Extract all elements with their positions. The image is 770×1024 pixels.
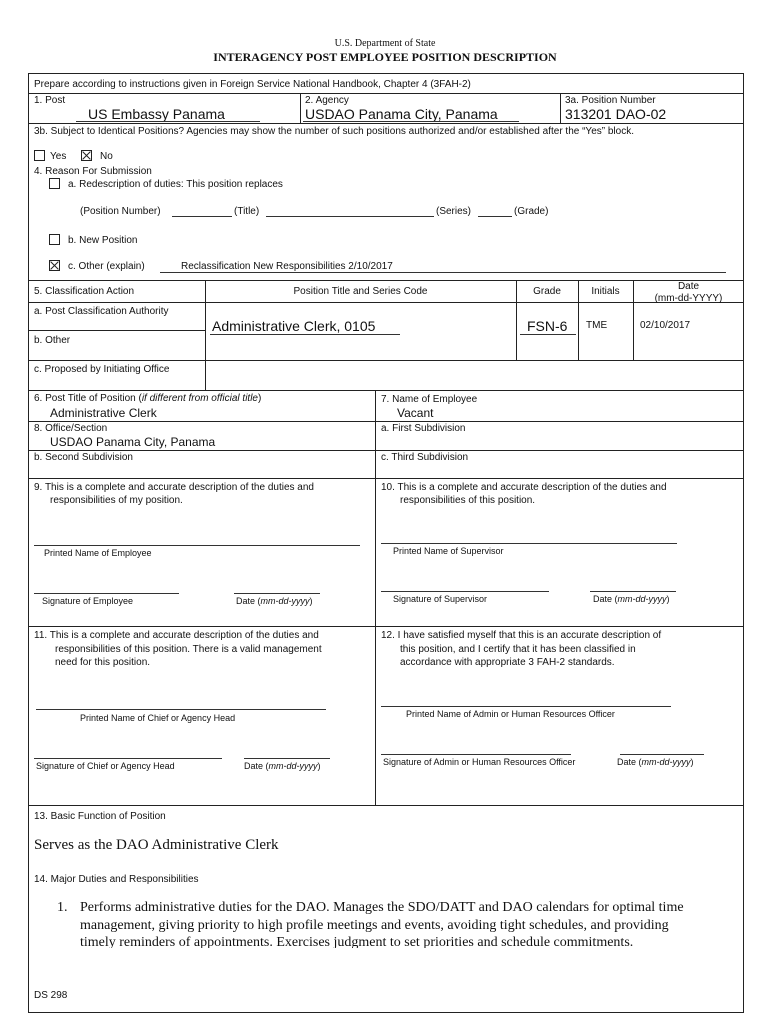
form-number: DS 298 — [34, 990, 68, 1001]
basic-function-label: 13. Basic Function of Position — [34, 811, 166, 822]
cert-chief-text-1: 11. This is a complete and accurate description of the duties and — [34, 630, 319, 641]
date-hr-caption: Date (mm-dd-yyyy) — [617, 757, 694, 767]
cert-hr-text-1: 12. I have satisfied myself that this is an accurate description of — [381, 630, 662, 641]
cert-hr-text-2: this position, and I certify that it has been classified in — [400, 644, 636, 655]
post-title-label: 6. Post Title of Position (if different from official title) — [34, 393, 262, 404]
signature-employee-caption: Signature of Employee — [42, 596, 134, 606]
col-grade-header: Grade — [533, 286, 561, 297]
office-label: 8. Office/Section — [34, 423, 108, 434]
col-date-header: Date — [677, 281, 700, 292]
date-value[interactable]: 02/10/2017 — [640, 320, 691, 331]
identical-positions-label: 3b. Subject to Identical Positions? Agencies may show the number of such positions authorized and/or established after the “Yes” block. — [34, 126, 634, 137]
printed-name-chief-caption: Printed Name of Chief or Agency Head — [80, 713, 236, 723]
position-number-caption: (Position Number) — [80, 206, 161, 217]
new-position-checkbox[interactable] — [49, 234, 60, 245]
cert-hr-text-3: accordance with appropriate 3 FAH-2 standards. — [400, 657, 615, 668]
cert-chief-text-2: responsibilities of this position. There is a valid management — [55, 644, 322, 655]
employee-name-label: 7. Name of Employee — [381, 394, 478, 405]
form-title: INTERAGENCY POST EMPLOYEE POSITION DESCRIPTION — [213, 50, 557, 64]
major-duties-label: 14. Major Duties and Responsibilities — [34, 874, 199, 885]
post-title-value[interactable]: Administrative Clerk — [50, 406, 157, 420]
position-number-value[interactable]: 313201 DAO-02 — [565, 106, 667, 122]
title-caption: (Title) — [234, 206, 260, 217]
office-value[interactable]: USDAO Panama City, Panama — [50, 435, 216, 449]
no-checkbox[interactable] — [81, 150, 92, 161]
grade-value[interactable]: FSN-6 — [527, 318, 568, 334]
initials-value[interactable]: TME — [586, 320, 608, 331]
printed-name-hr-caption: Printed Name of Admin or Human Resources Officer — [406, 709, 615, 719]
duty-line-2[interactable]: management, giving priority to high profile meetings and events, avoiding tight schedules, and providing — [80, 918, 669, 933]
position-title-value[interactable]: Administrative Clerk, 0105 — [212, 318, 376, 334]
date-supervisor-caption: Date (mm-dd-yyyy) — [593, 594, 670, 604]
printed-name-employee-caption: Printed Name of Employee — [44, 548, 152, 558]
series-caption: (Series) — [436, 206, 472, 217]
first-subdivision-label: a. First Subdivision — [381, 423, 466, 434]
other-checkbox[interactable] — [49, 260, 60, 271]
col-date-format: (mm-dd-YYYY) — [654, 293, 723, 304]
agency-value[interactable]: USDAO Panama City, Panama — [305, 106, 498, 122]
reason-label: 4. Reason For Submission — [34, 166, 152, 177]
yes-checkbox[interactable] — [34, 150, 45, 161]
classification-label: 5. Classification Action — [34, 286, 135, 297]
grade-caption: (Grade) — [514, 206, 549, 217]
printed-name-supervisor-caption: Printed Name of Supervisor — [393, 546, 504, 556]
yes-label: Yes — [50, 151, 67, 162]
redescription-label: a. Redescription of duties: This position replaces — [68, 179, 283, 190]
cert-supervisor-text-2: responsibilities of this position. — [400, 495, 536, 506]
date-chief-caption: Date (mm-dd-yyyy) — [244, 761, 321, 771]
col-title-header: Position Title and Series Code — [293, 286, 428, 297]
employee-name-value[interactable]: Vacant — [397, 406, 434, 420]
date-employee-caption: Date (mm-dd-yyyy) — [236, 596, 313, 606]
cert-employee-text-1: 9. This is a complete and accurate description of the duties and — [34, 482, 314, 493]
no-label: No — [100, 151, 113, 162]
duty-line-1[interactable]: Performs administrative duties for the DAO. Manages the SDO/DATT and DAO calendars for optimal time — [80, 900, 684, 915]
post-value[interactable]: US Embassy Panama — [88, 106, 225, 122]
redescription-checkbox[interactable] — [49, 178, 60, 189]
position-number-label: 3a. Position Number — [565, 95, 656, 106]
post-classification-authority-label: a. Post Classification Authority — [34, 306, 169, 317]
proposed-by-label: c. Proposed by Initiating Office — [34, 364, 170, 375]
third-subdivision-label: c. Third Subdivision — [381, 452, 469, 463]
duty-line-3[interactable]: timely reminders of appointments. Exercises judgment to set priorities and schedule commitments. — [80, 935, 634, 948]
new-position-label: b. New Position — [68, 235, 138, 246]
other-authority-label: b. Other — [34, 335, 71, 346]
cert-employee-text-2: responsibilities of my position. — [50, 495, 183, 506]
other-label: c. Other (explain) — [68, 261, 145, 272]
signature-supervisor-caption: Signature of Supervisor — [393, 594, 488, 604]
signature-hr-caption: Signature of Admin or Human Resources Officer — [383, 757, 576, 767]
basic-function-value[interactable]: Serves as the DAO Administrative Clerk — [34, 837, 279, 853]
cert-chief-text-3: need for this position. — [55, 657, 151, 668]
other-explanation[interactable]: Reclassification New Responsibilities 2/10/2017 — [181, 261, 393, 272]
department-name: U.S. Department of State — [334, 38, 436, 49]
cert-supervisor-text-1: 10. This is a complete and accurate description of the duties and — [381, 482, 667, 493]
duty-item-number: 1. — [57, 900, 68, 915]
col-initials-header: Initials — [591, 286, 620, 297]
agency-label: 2. Agency — [305, 95, 349, 106]
instructions-text: Prepare according to instructions given in Foreign Service National Handbook, Chapter 4 (3FAH-2) — [34, 79, 471, 90]
signature-chief-caption: Signature of Chief or Agency Head — [36, 761, 175, 771]
post-label: 1. Post — [34, 95, 66, 106]
second-subdivision-label: b. Second Subdivision — [34, 452, 133, 463]
